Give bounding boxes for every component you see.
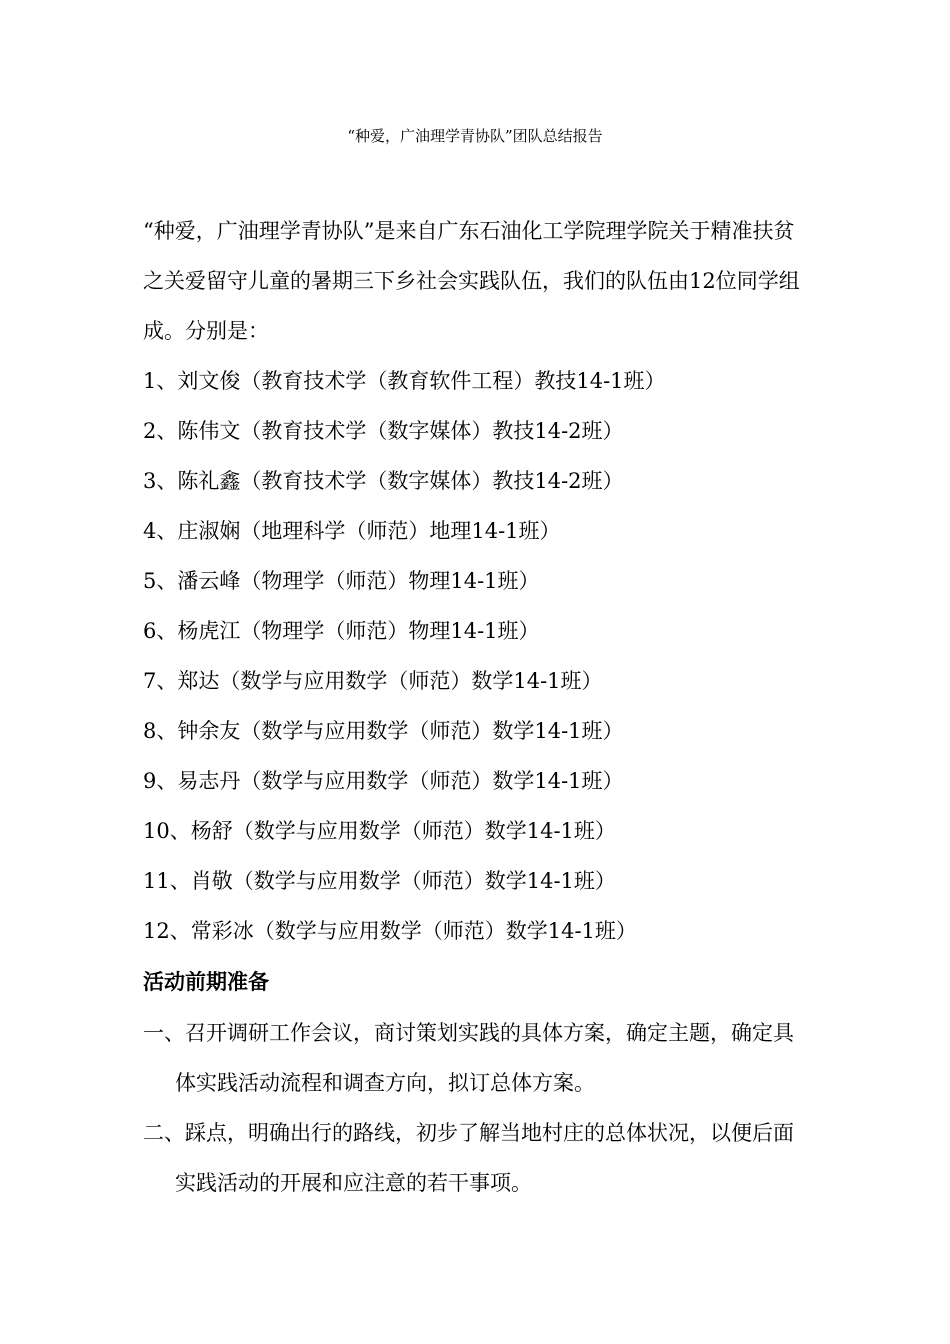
intro-paragraph: “种爱，广油理学青协队”是来自广东石油化工学院理学院关于精准扶贫之关爱留守儿童的暑期三下乡社会实践队伍，我们的队伍由12位同学组成。分别是： xyxy=(143,219,800,343)
member-item: 8、钟余友（数学与应用数学（师范）数学14-1班） xyxy=(143,719,624,743)
member-item: 9、易志丹（数学与应用数学（师范）数学14-1班） xyxy=(143,769,624,793)
member-item: 7、郑达（数学与应用数学（师范）数学14-1班） xyxy=(143,669,603,693)
member-item: 3、陈礼鑫（教育技术学（数字媒体）教技14-2班） xyxy=(143,469,624,493)
prep-item: 二、踩点，明确出行的路线，初步了解当地村庄的总体状况，以便后面实践活动的开展和应注意的若干事项。 xyxy=(143,1121,794,1195)
member-item: 4、庄淑娴（地理科学（师范）地理14-1班） xyxy=(143,519,561,543)
member-item: 5、潘云峰（物理学（师范）物理14-1班） xyxy=(143,569,540,593)
document-body xyxy=(143,206,808,1208)
member-list xyxy=(143,356,808,956)
prep-list xyxy=(143,1008,808,1208)
member-item: 1、刘文俊（教育技术学（教育软件工程）教技14-1班） xyxy=(143,369,666,393)
prep-item: 一、召开调研工作会议，商讨策划实践的具体方案，确定主题，确定具体实践活动流程和调查方向，拟订总体方案。 xyxy=(143,1021,794,1095)
section-heading: 活动前期准备 xyxy=(143,970,269,994)
member-item: 2、陈伟文（教育技术学（数字媒体）教技14-2班） xyxy=(143,419,624,443)
page-title: “种爱，广油理学青协队”团队总结报告 xyxy=(347,127,603,145)
member-item: 6、杨虎江（物理学（师范）物理14-1班） xyxy=(143,619,540,643)
member-item: 12、常彩冰（数学与应用数学（师范）数学14-1班） xyxy=(143,919,637,943)
member-item: 11、肖敬（数学与应用数学（师范）数学14-1班） xyxy=(143,869,616,893)
member-item: 10、杨舒（数学与应用数学（师范）数学14-1班） xyxy=(143,819,616,843)
